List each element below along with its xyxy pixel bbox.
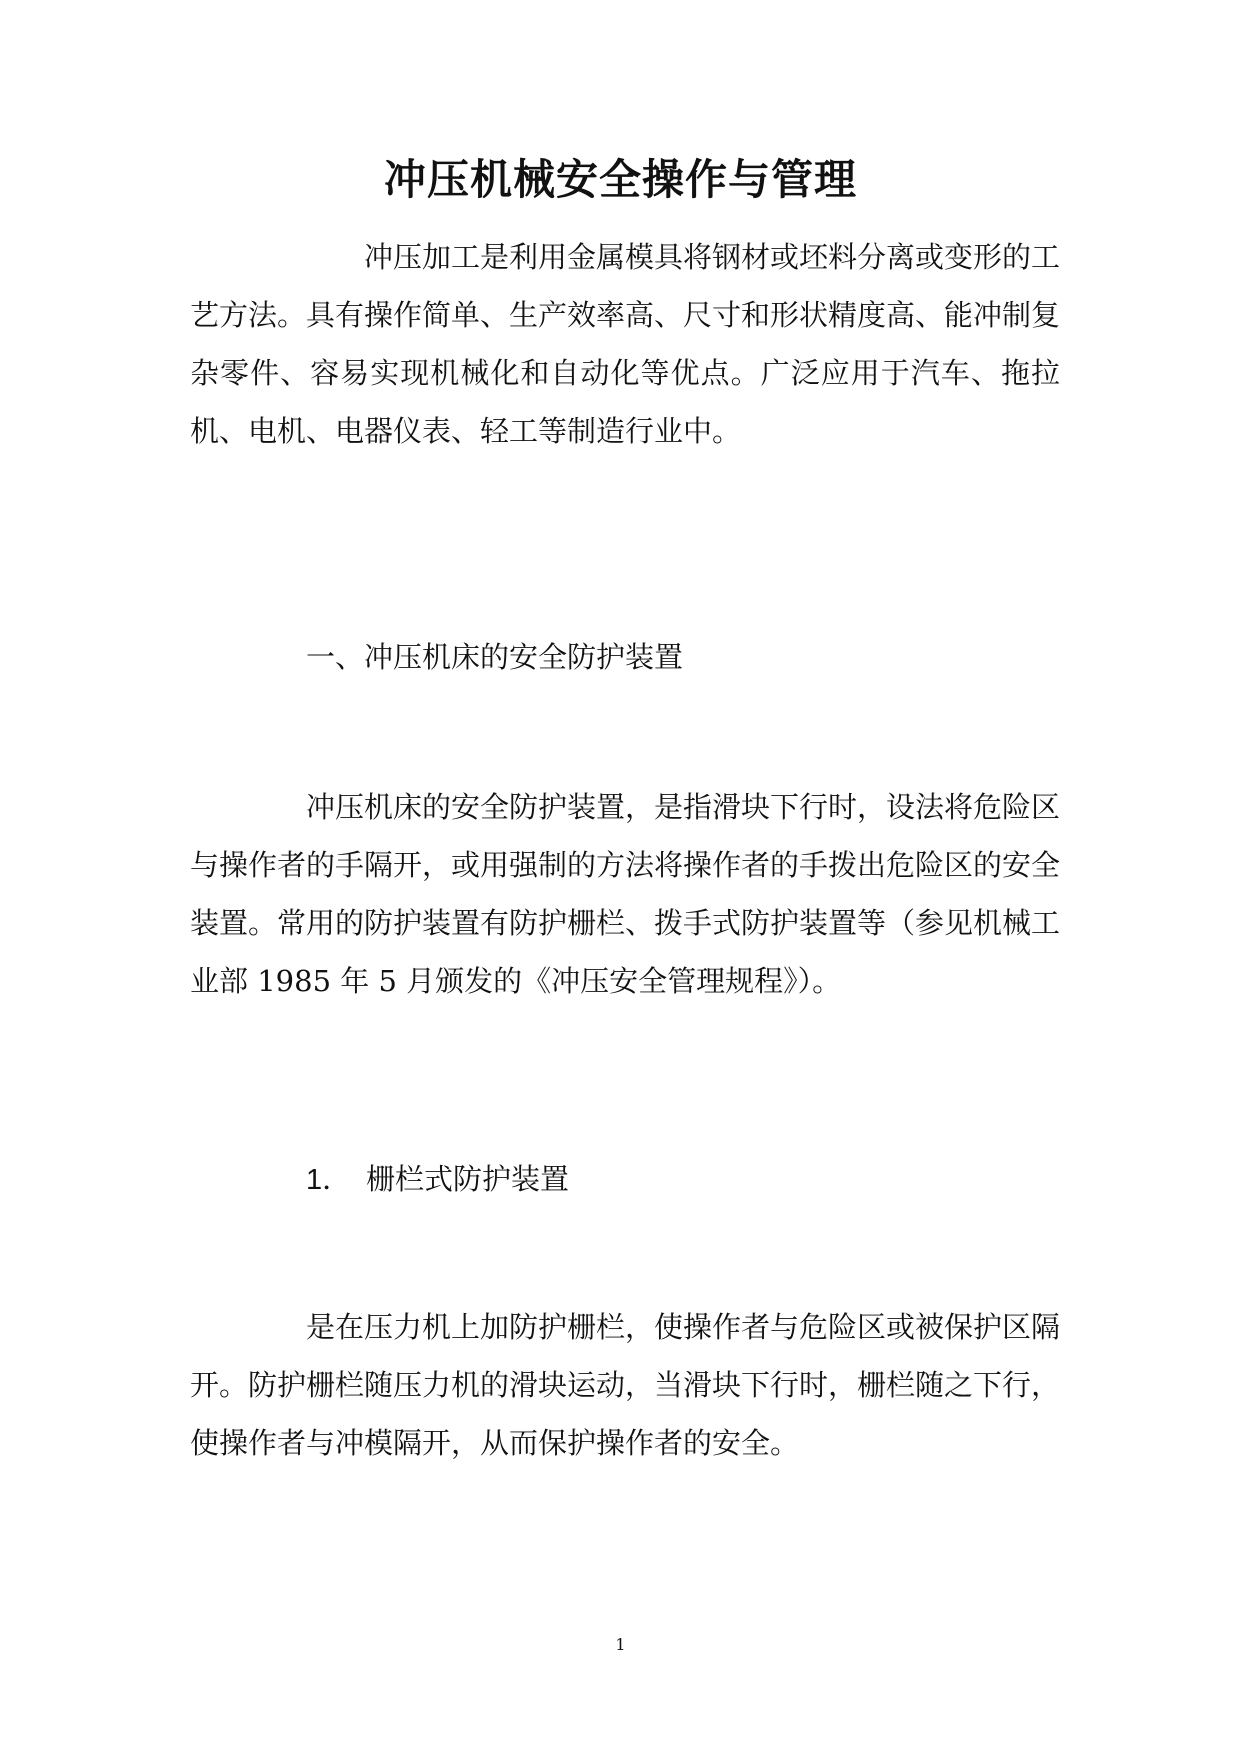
section-heading-1: 一、冲压机床的安全防护装置 bbox=[306, 640, 684, 674]
list-item-label: 栅栏式防护装置 bbox=[366, 1162, 570, 1196]
list-item-1-paragraph: 是在压力机上加防护栅栏，使操作者与危险区或被保护区隔开。防护栅栏随压力机的滑块运动，当滑块下行时，栅栏随之下行，使操作者与冲模隔开，从而保护操作者的安全。 bbox=[190, 1310, 1061, 1460]
list-item-heading-1 bbox=[190, 1150, 1060, 1209]
page-number: 1 bbox=[615, 1635, 626, 1654]
document-title: 冲压机械安全操作与管理 bbox=[383, 155, 857, 204]
intro-paragraph: 冲压加工是利用金属模具将钢材或坯料分离或变形的工艺方法。具有操作简单、生产效率高、尺寸和形状精度高、能冲制复杂零件、容易实现机械化和自动化等优点。广泛应用于汽车、拖拉机、电机、电器仪表、轻工等制造行业中。 bbox=[190, 240, 1061, 448]
list-item-number: 1． bbox=[306, 1164, 352, 1196]
section-1-paragraph: 冲压机床的安全防护装置，是指滑块下行时，设法将危险区与操作者的手隔开，或用强制的方法将操作者的手拨出危险区的安全装置。常用的防护装置有防护栅栏、拨手式防护装置等（参见机械工业部 1985 年 5 月颁发的《冲压安全管理规程》）。 bbox=[190, 790, 1061, 998]
